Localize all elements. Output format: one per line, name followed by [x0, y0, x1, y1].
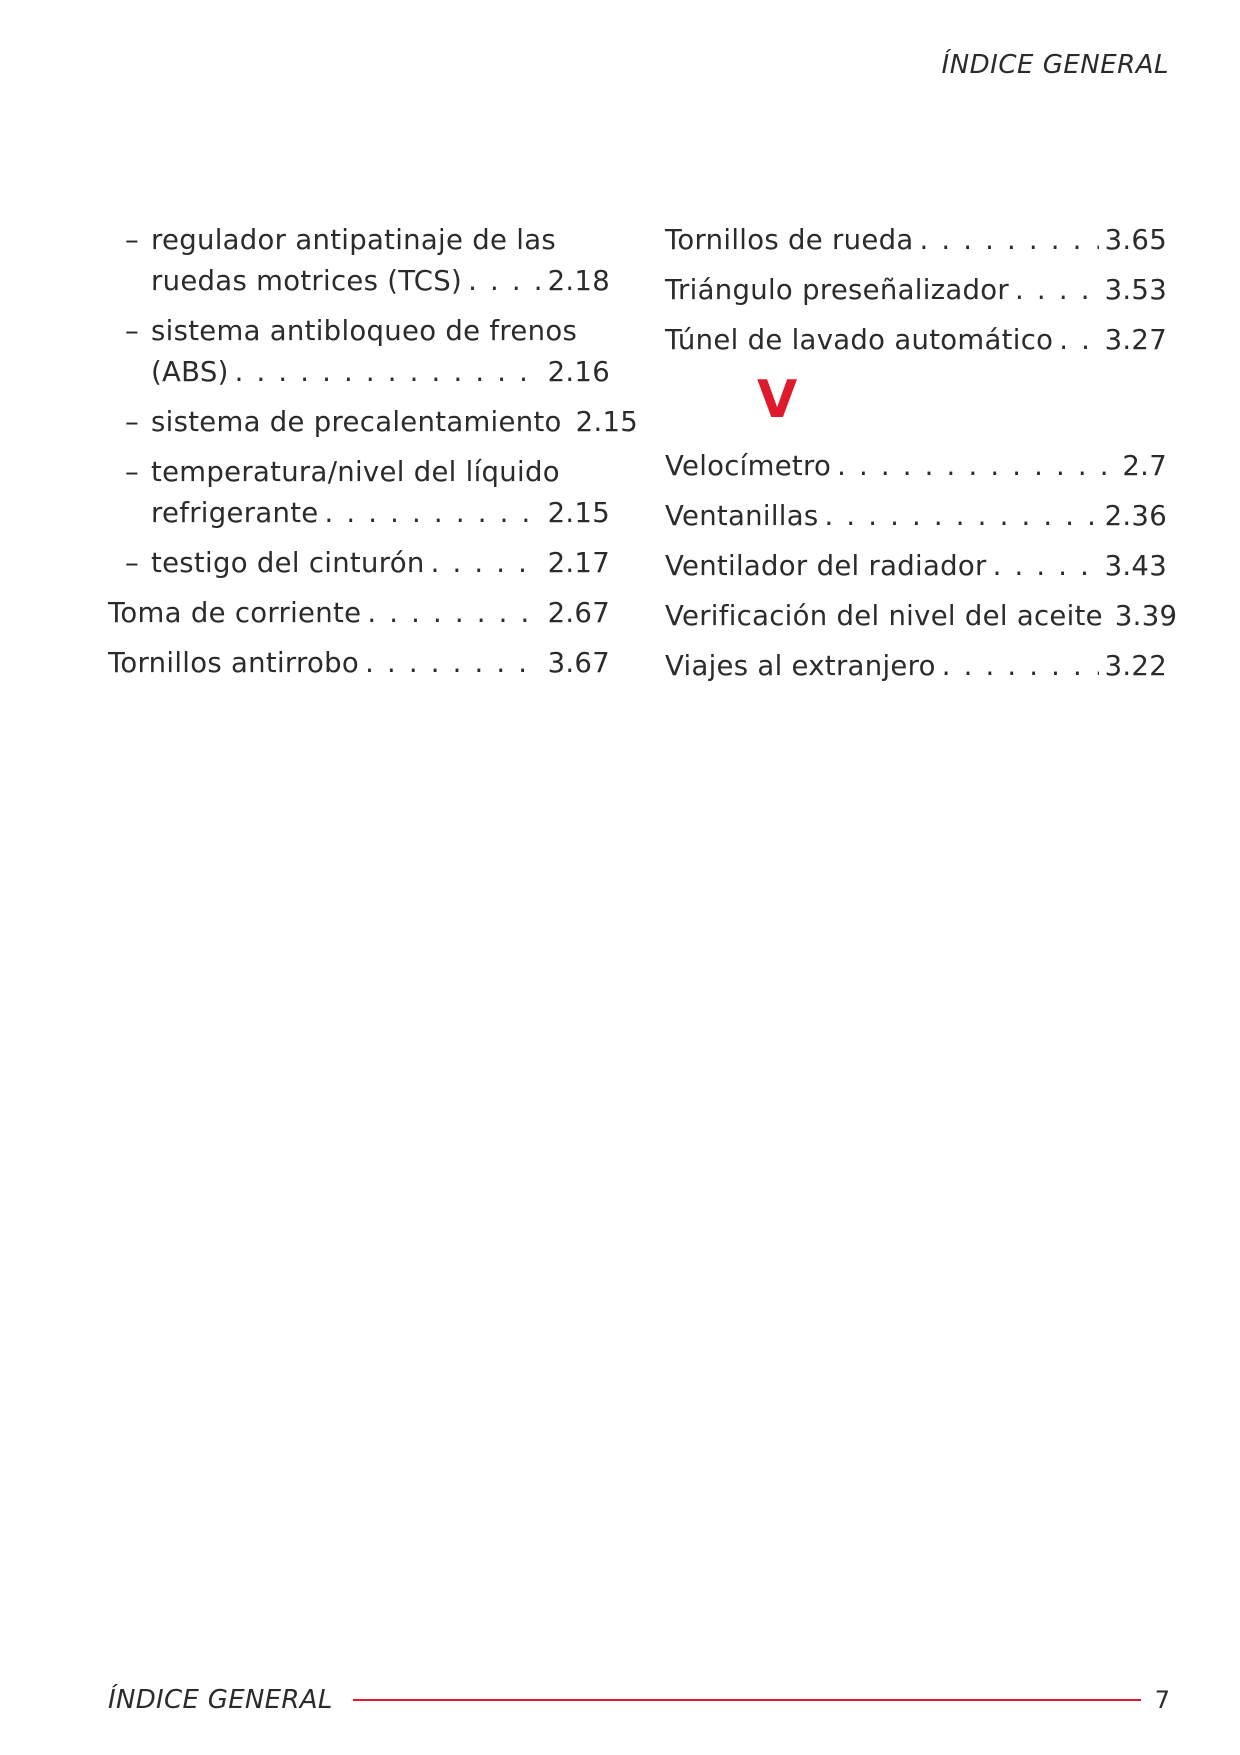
entry-text-continued: ruedas motrices (TCS): [151, 265, 463, 297]
dot-leader: [365, 643, 542, 684]
entry-text: Velocímetro: [665, 450, 832, 482]
page-reference: 3.67: [547, 647, 610, 679]
page-reference: 3.39: [1114, 600, 1178, 632]
entry-dash: –: [125, 456, 140, 488]
index-entry: [108, 643, 610, 684]
entry-text: Ventilador del radiador: [665, 550, 987, 582]
index-entry: [108, 220, 610, 302]
index-entry: [665, 596, 1178, 637]
page-reference: 2.7: [1122, 450, 1167, 482]
index-column-right: [665, 220, 1178, 696]
entry-dash: –: [125, 406, 140, 438]
entry-dash: –: [125, 315, 140, 347]
index-entry: [665, 496, 1167, 537]
page-reference: 2.67: [547, 597, 610, 629]
index-entry: [665, 220, 1167, 261]
entry-text-continued: (ABS): [151, 356, 229, 388]
section-letter: V: [757, 370, 798, 430]
page-reference: 2.36: [1104, 500, 1167, 532]
entry-text: Verificación del nivel del aceite: [665, 600, 1103, 632]
page-reference: 2.16: [547, 356, 610, 388]
entry-text: testigo del cinturón: [151, 547, 425, 579]
dot-leader: [825, 496, 1099, 537]
index-entry: [108, 311, 610, 393]
index-entry: [108, 402, 639, 443]
page-footer: [108, 1685, 1170, 1715]
index-entry: [108, 543, 610, 584]
index-entry: [665, 646, 1167, 687]
dot-leader: [367, 593, 541, 634]
page-reference: 3.65: [1104, 224, 1167, 256]
page-reference: 2.18: [547, 265, 610, 297]
dot-leader: [942, 646, 1099, 687]
index-column-left: [108, 220, 639, 693]
entry-text: Triángulo preseñalizador: [665, 274, 1010, 306]
index-entry: [665, 546, 1167, 587]
dot-leader: [837, 446, 1116, 487]
entry-text: sistema de precalentamiento: [151, 406, 562, 438]
index-entry: [665, 446, 1167, 487]
page-reference: 3.43: [1104, 550, 1167, 582]
dot-leader: [993, 546, 1099, 587]
index-entry: [665, 270, 1167, 311]
entry-text: Ventanillas: [665, 500, 819, 532]
entry-text: Túnel de lavado automático: [665, 324, 1054, 356]
entry-text: Viajes al extranjero: [665, 650, 936, 682]
index-entry: [665, 320, 1167, 361]
page-reference: 2.17: [547, 547, 610, 579]
page-number: 7: [1154, 1686, 1170, 1714]
page-reference: 2.15: [575, 406, 639, 438]
footer-title: ÍNDICE GENERAL: [108, 1685, 333, 1715]
entry-dash: –: [125, 224, 140, 256]
entry-text: sistema antibloqueo de frenos: [151, 315, 578, 347]
dot-leader: [920, 220, 1099, 261]
entry-text-continued: refrigerante: [151, 497, 319, 529]
dot-leader: [1059, 320, 1098, 361]
footer-rule: [353, 1699, 1141, 1701]
entry-text: Tornillos antirrobo: [108, 647, 360, 679]
page-reference: 2.15: [547, 497, 610, 529]
index-entry: [108, 452, 610, 534]
dot-leader: [325, 493, 542, 534]
running-header: ÍNDICE GENERAL: [941, 50, 1169, 80]
page-reference: 3.22: [1104, 650, 1167, 682]
dot-leader: [1015, 270, 1099, 311]
index-entry: [108, 593, 610, 634]
page-reference: 3.53: [1104, 274, 1167, 306]
entry-dash: –: [125, 547, 140, 579]
dot-leader: [468, 261, 541, 302]
dot-leader: [235, 352, 542, 393]
entry-text: temperatura/nivel del líquido: [151, 456, 560, 488]
entry-text: Tornillos de rueda: [665, 224, 914, 256]
page-reference: 3.27: [1104, 324, 1167, 356]
entry-text: regulador antipatinaje de las: [151, 224, 556, 256]
dot-leader: [431, 543, 542, 584]
entry-text: Toma de corriente: [108, 597, 362, 629]
